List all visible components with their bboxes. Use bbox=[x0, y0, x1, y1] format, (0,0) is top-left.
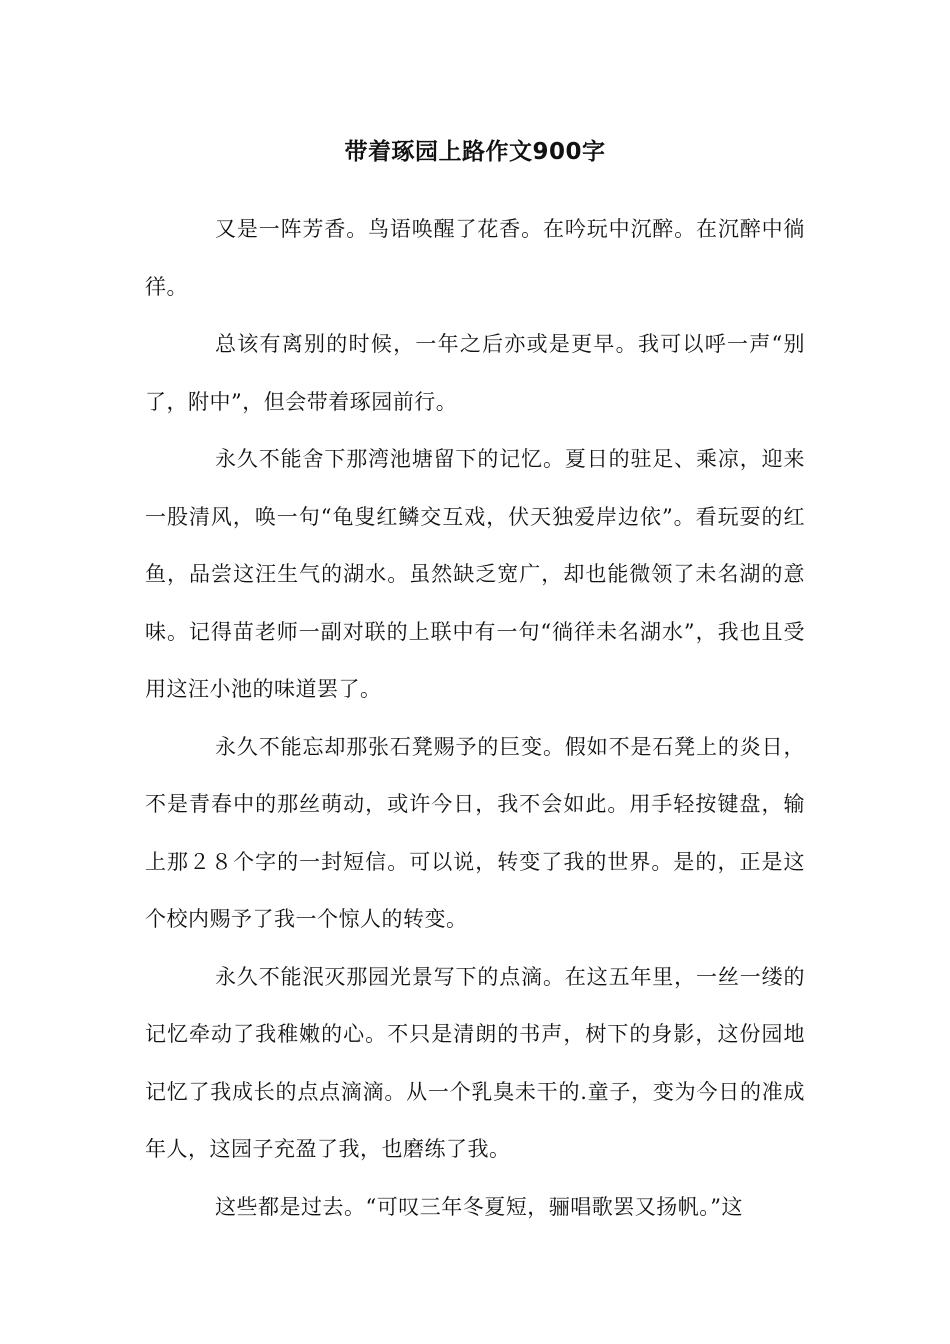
document-title: 带着琢园上路作文900字 bbox=[344, 139, 606, 165]
paragraph-4: 永久不能忘却那张石凳赐予的巨变。假如不是石凳上的炎日，不是青春中的那丝萌动，或许今日，我不会如此。用手轻按键盘，输上那２８个字的一封短信。可以说，转变了我的世界。是的，正是这个校内赐予了我一个惊人的转变。 bbox=[145, 734, 805, 931]
paragraph-3: 永久不能舍下那湾池塘留下的记忆。夏日的驻足、乘凉，迎来一股清风，唤一句“龟叟红鳞交互戏，伏天独爱岸边依”。看玩耍的红鱼，品尝这汪生气的湖水。虽然缺乏宽广，却也能微领了未名湖的意味。记得苗老师一副对联的上联中有一句“徜徉未名湖水”，我也且受用这汪小池的味道罢了。 bbox=[145, 447, 805, 701]
paragraph-5: 永久不能泯灭那园光景写下的点滴。在这五年里，一丝一缕的记忆牵动了我稚嫩的心。不只是清朗的书声，树下的身影，这份园地记忆了我成长的点点滴滴。从一个乳臭未干的.童子，变为今日的准成年人，这园子充盈了我，也磨练了我。 bbox=[145, 964, 805, 1161]
paragraph-6: 这些都是过去。“可叹三年冬夏短，骊唱歌罢又扬帆。”这 bbox=[215, 1194, 743, 1219]
document-body bbox=[145, 201, 805, 1236]
paragraph-1: 又是一阵芳香。鸟语唤醒了花香。在吟玩中沉醉。在沉醉中徜徉。 bbox=[145, 217, 805, 299]
paragraph-2: 总该有离别的时候，一年之后亦或是更早。我可以呼一声“别了，附中”，但会带着琢园前行。 bbox=[145, 332, 805, 414]
